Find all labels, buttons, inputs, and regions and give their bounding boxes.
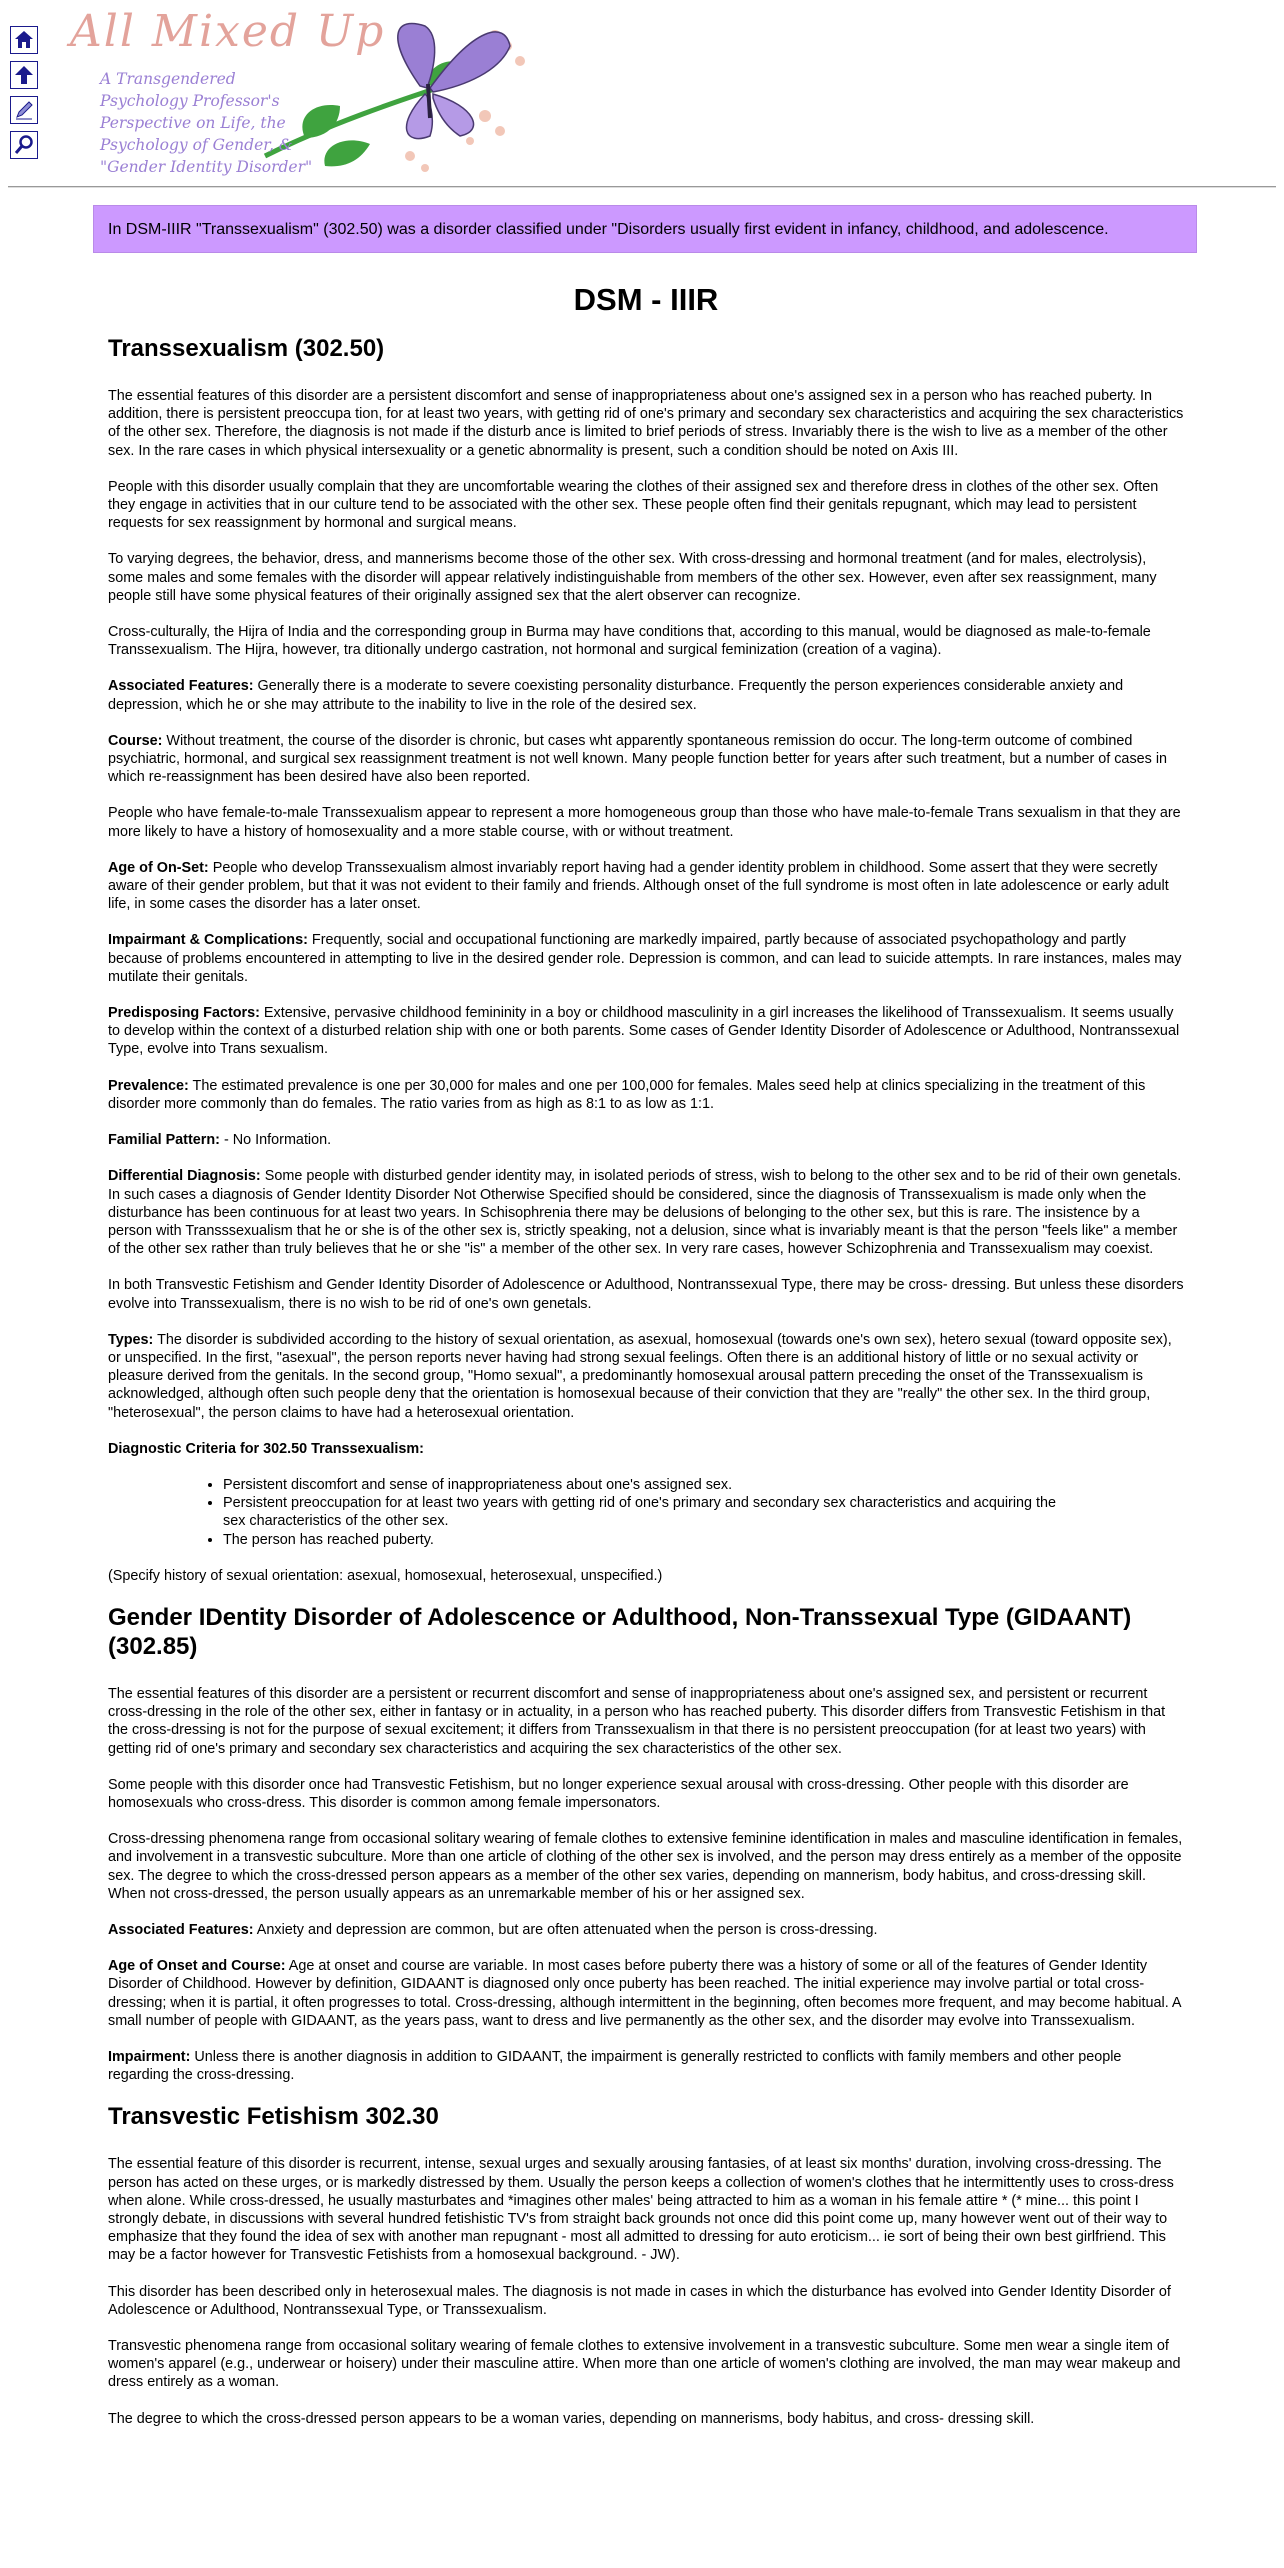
term-label: Familial Pattern:: [108, 1132, 220, 1149]
paragraph: (Specify history of sexual orientation: asexual, homosexual, heterosexual, unspecified.): [108, 1567, 663, 1584]
paragraph: [108, 1131, 1184, 1149]
term-text: Some people with disturbed gender identity may, in isolated periods of stress, wish to belong to the other sex and to be rid of their own genetals. In such cases a diagnosis of Gender Identity Disorder Not Otherwise Specified should be considered, since the diagnosis of Transsexualism is made only when the disturbance has been continuous for at least two years. In Schisophrenia there may be delusions of belonging to the other sex, but this is rare. The insistence by a person with Transssexualism that he or she is of the other sex is, strictly speaking, not a delusion, since what is invariably meant is that the person "feels like" a member of the other sex rather than truly believes that he or she "is" a member of the other sex. In very rare cases, however Schizophrenia and Transsexualism may coexist.: [108, 1168, 1182, 1258]
term-text: Age at onset and course are variable. In most cases before puberty there was a history of some or all of the features of Gender Identity Disorder of Childhood. However by definition, GIDAANT is diagnosed only once puberty has been reached. The initial experience may involve partial or total cross-dressing; when it is partial, it often progresses to total. Cross-dressing, although intermittent in the beginning, often becomes more frequent, and may become habitual. A small number of people with GIDAANT, as the years pass, want to dress and live permanently as the other sex, and the disorder may evolve into Transsexualism.: [108, 1958, 1181, 2029]
nav-bar: [10, 26, 42, 166]
up-arrow-icon: [13, 64, 35, 86]
paragraph: [108, 1440, 1184, 1458]
term-label: Prevalence:: [108, 1077, 189, 1094]
paragraph: The essential features of this disorder are a persistent or recurrent discomfort and sense of inappropriateness about one's assigned sex, and persistent or recurrent cross-dressing in the role of the other sex, either in fantasy or in actuality, in a person who has reached puberty. This disorder differs from Transvestic Fetishism in that the cross-dressing is not for the purpose of sexual excitement; it differs from Transsexualism in that there is no persistent preoccupation (for at least two years) with getting rid of one's primary and secondary sex characteristics and acquiring the sex characteristics of the other sex.: [108, 1685, 1166, 1757]
paragraph: Some people with this disorder once had Transvestic Fetishism, but no longer experience sexual arousal with cross-dressing. Other people with this disorder are homosexuals who cross-dress. This disorder is common among female impersonators.: [108, 1776, 1129, 1811]
term-text: Frequently, social and occupational functioning are markedly impaired, partly because of associated psychopathology and partly because of problems encountered in attempting to live in the desired gender role. Depression is common, and can lead to suicide attempts. In rare instances, males may mutilate their genitals.: [108, 932, 1182, 985]
term-label: Course:: [108, 732, 163, 749]
header-divider: [8, 186, 1276, 188]
paragraph: [108, 732, 1184, 787]
term-label: Impairmant & Complications:: [108, 932, 308, 949]
up-button[interactable]: [10, 61, 38, 89]
main-content: [108, 282, 1184, 2446]
term-text: Extensive, pervasive childhood femininity in a boy or childhood masculinity in a girl increases the likelihood of Transsexualism. It seems usually to develop within the context of a disturbed relation ship with one or both parents. Some cases of Gender Identity Disorder of Adolescence or Adulthood, Nontranssexual Type, evolve into Trans sexualism.: [108, 1005, 1180, 1058]
term-label: Age of Onset and Course:: [108, 1958, 286, 1975]
logo-title: All Mixed Up: [70, 6, 386, 57]
criteria-list: [108, 1476, 1073, 1549]
butterfly: [398, 24, 510, 139]
logo-subtitle-line: Psychology Professor's: [100, 92, 280, 110]
paragraph: [108, 1077, 1184, 1113]
paragraph: People with this disorder usually complain that they are uncomfortable wearing the clothes of their assigned sex and therefore dress in clothes of the other sex. Often they engage in activities that in our culture tend to be associated with the other sex. These people often find their genitals repugnant, which may lead to persistent requests for sex reassignment by hormonal and surgical means.: [108, 478, 1159, 532]
term-label: Associated Features:: [108, 678, 254, 695]
home-button[interactable]: [10, 26, 38, 54]
term-text: People who develop Transsexualism almost invariably report having had a gender identity problem in childhood. Some assert that they were secretly aware of their gender problem, but that it was not evident to their family and friends. Although onset of the full syndrome is most often in late adolescence or early adult life, in some cases the disorder has a later onset.: [108, 859, 1169, 913]
term-label: Impairment:: [108, 2049, 191, 2065]
term-text: The disorder is subdivided according to the history of sexual orientation, as asexual, homosexual (towards one's own sex), hetero sexual (toward opposite sex), or unspecified. In the first, "asexual", the person reports never having had strong sexual feelings. Often there is an additional history of little or no sexual activity or pleasure derived from the genitals. In the second group, "Homo sexual", a predominantly homosexual arousal pattern preceding the onset of the Transsexualism is acknowledged, although often such people deny that the orientation is homosexual because of their conviction that they are "really" the other sex. In the third group, "heterosexual", the person claims to have had a heterosexual orientation.: [108, 1331, 1172, 1421]
section-heading-gidaant: Gender IDentity Disorder of Adolescence or Adulthood, Non-Transsexual Type (GIDAANT) (302.85): [108, 1603, 1132, 1660]
term-text: - No Information.: [219, 1132, 332, 1149]
paragraph: [108, 1957, 1184, 2030]
paragraph: [108, 859, 1184, 914]
term-label: Differential Diagnosis:: [108, 1168, 261, 1185]
paragraph: [108, 931, 1184, 986]
term-label: Types:: [108, 1331, 154, 1348]
term-text: The estimated prevalence is one per 30,000 for males and one per 100,000 for females. Males seed help at clinics specializing in the treatment of this disorder more commonly than do females. The ratio varies from as high as 8:1 to as low as 1:1.: [108, 1077, 1146, 1112]
logo-subtitle-line: A Transgendered: [100, 70, 236, 88]
paragraph: The essential feature of this disorder is recurrent, intense, sexual urges and sexually arousing fantasies, of at least six months' duration, involving cross-dressing. The person has acted on these urges, or is markedly distressed by them. Usually the person keeps a collection of women's clothes that he intermittently uses to cross-dress when alone. While cross-dressed, he usually masturbates and *imagines other males' being attracted to him as a woman in his female attire * (* mine... this point I strongly debate, in discussions with several hundred fetishistic TV's from straight back grounds not once did this point come up, many however went out of their way to emphasize that they found the idea of sex with another man repugnant - most all admitted to dressing for auto eroticism... ie sort of being their own best girlfriend. This may be a factor however for Transvestic Fetishists from a homosexual background. - JW).: [108, 2156, 1174, 2264]
term-label: Associated Features:: [108, 1921, 254, 1938]
paragraph: [108, 677, 1184, 713]
logo-subtitle-line: Psychology of Gender, &: [100, 136, 293, 154]
logo-subtitle-line: Perspective on Life, the: [100, 114, 286, 132]
paragraph: [108, 1004, 1184, 1059]
section-heading-transsexualism: Transsexualism (302.50): [108, 335, 385, 362]
paragraph: The essential features of this disorder are a persistent discomfort and sense of inappropriateness about one's assigned sex in a person who has reached puberty. In addition, there is persistent preoccupa tion, for at least two years, with getting rid of one's primary and secondary sex characteristics and acquiring the sex characteristics of the other sex. Therefore, the diagnosis is not made if the disturb ance is limited to brief periods of stress. Invariably there is the wish to live as a member of the other sex. In the rare cases in which physical intersexuality or a genetic abnormality is present, such a condition should be noted on Axis III.: [108, 388, 1184, 459]
paragraph: Cross-dressing phenomena range from occasional solitary wearing of female clothes to extensive feminine identification in males and masculine identification in females, and involvement in a transvestic subculture. More than one article of clothing of the other sex is involved, and the person may dress entirely as a member of the opposite sex. The degree to which the cross-dressed person appears as a member of the other sex varies, depending on mannerism, body habitus, and cross-dressing skill. When not cross-dressed, the person usually appears as an unremarkable member of his or her assigned sex.: [108, 1831, 1183, 1902]
search-button[interactable]: [10, 131, 38, 159]
logo-subtitle: [100, 68, 390, 178]
intro-banner: In DSM-IIIR "Transsexualism" (302.50) was a disorder classified under "Disorders usually first evident in infancy, childhood, and adolescence.: [93, 205, 1197, 253]
term-text: Anxiety and depression are common, but are often attenuated when the person is cross-dressing.: [253, 1921, 878, 1938]
list-item: • The person has reached puberty.: [223, 1531, 1073, 1549]
paragraph: Cross-culturally, the Hijra of India and the corresponding group in Burma may have conditions that, according to this manual, would be diagnosed as male-to-female Transsexualism. The Hijra, however, tra ditionally undergo castration, not hormonal and surgical feminization (creation of a vagina).: [108, 624, 1151, 659]
term-text: Without treatment, the course of the disorder is chronic, but cases wht apparently spontaneous remission do occur. The long-term outcome of combined psychiatric, hormonal, and surgical sex reassignment treatment is not well known. Many people function better for years after such treatment, but a number of cases in which re-reassignment has been desired have also been reported.: [108, 732, 1168, 786]
edit-button[interactable]: [10, 96, 38, 124]
site-logo[interactable]: [70, 6, 500, 176]
term-label: Age of On-Set:: [108, 859, 209, 876]
home-icon: [13, 29, 35, 51]
criteria-label: Diagnostic Criteria for 302.50 Transsexualism:: [108, 1440, 424, 1457]
magnifier-icon: [13, 134, 35, 156]
term-text: Unless there is another diagnosis in addition to GIDAANT, the impairment is generally restricted to conflicts with family members and other people regarding the cross-dressing.: [108, 2049, 1122, 2084]
paragraph: [108, 1331, 1184, 1422]
term-text: Generally there is a moderate to severe coexisting personality disturbance. Frequently the person experiences considerable anxiety and depression, which he or she may attribute to the inability to live in the role of the desired sex.: [108, 678, 1124, 713]
logo-subtitle-line: "Gender Identity Disorder": [100, 158, 313, 176]
paragraph: The degree to which the cross-dressed person appears to be a woman varies, depending on mannerisms, body habitus, and cross- dressing skill.: [108, 2410, 1035, 2427]
list-item: • Persistent preoccupation for at least two years with getting rid of one's primary and secondary sex characteristics and acquiring the sex characteristics of the other sex.: [223, 1494, 1073, 1530]
paragraph: [108, 1167, 1184, 1258]
paragraph: [108, 2048, 1184, 2084]
paragraph: This disorder has been described only in heterosexual males. The diagnosis is not made in cases in which the disturbance has evolved into Gender Identity Disorder of Adolescence or Adulthood, Nontranssexual Type, or Transsexualism.: [108, 2283, 1171, 2318]
list-item: • Persistent discomfort and sense of inappropriateness about one's assigned sex.: [223, 1476, 1073, 1494]
page-title: DSM - IIIR: [573, 282, 719, 317]
paragraph: [108, 1921, 1184, 1939]
paragraph: Transvestic phenomena range from occasional solitary wearing of female clothes to extensive involvement in a transvestic subculture. Some men wear a single item of women's apparel (e.g., underwear or hoisery) under their masculine attire. When more than one article of women's clothing are involved, the man may wear makeup and dress entirely as a woman.: [108, 2338, 1181, 2391]
paragraph: To varying degrees, the behavior, dress, and mannerisms become those of the other sex. With cross-dressing and hormonal treatment (and for males, electrolysis), some males and some females with the disorder will appear relatively indistinguishable from members of the other sex. However, even after sex reassignment, many people still have some physical features of their originally assigned sex that the alert observer can recognize.: [108, 551, 1157, 604]
term-label: Predisposing Factors:: [108, 1005, 260, 1022]
paragraph: People who have female-to-male Transsexualism appear to represent a more homogeneous group than those who have male-to-female Trans sexualism in that they are more likely to have a history of homosexuality and a more stable course, with or without treatment.: [108, 805, 1181, 840]
paragraph: In both Transvestic Fetishism and Gender Identity Disorder of Adolescence or Adulthood, Nontranssexual Type, there may be cross- dressing. But unless these disorders evolve into Transsexualism, there is no wish to be rid of one's own genetals.: [108, 1277, 1184, 1312]
section-heading-transvestic-fetishism: Transvestic Fetishism 302.30: [108, 2103, 439, 2131]
pencil-icon: [13, 99, 35, 121]
